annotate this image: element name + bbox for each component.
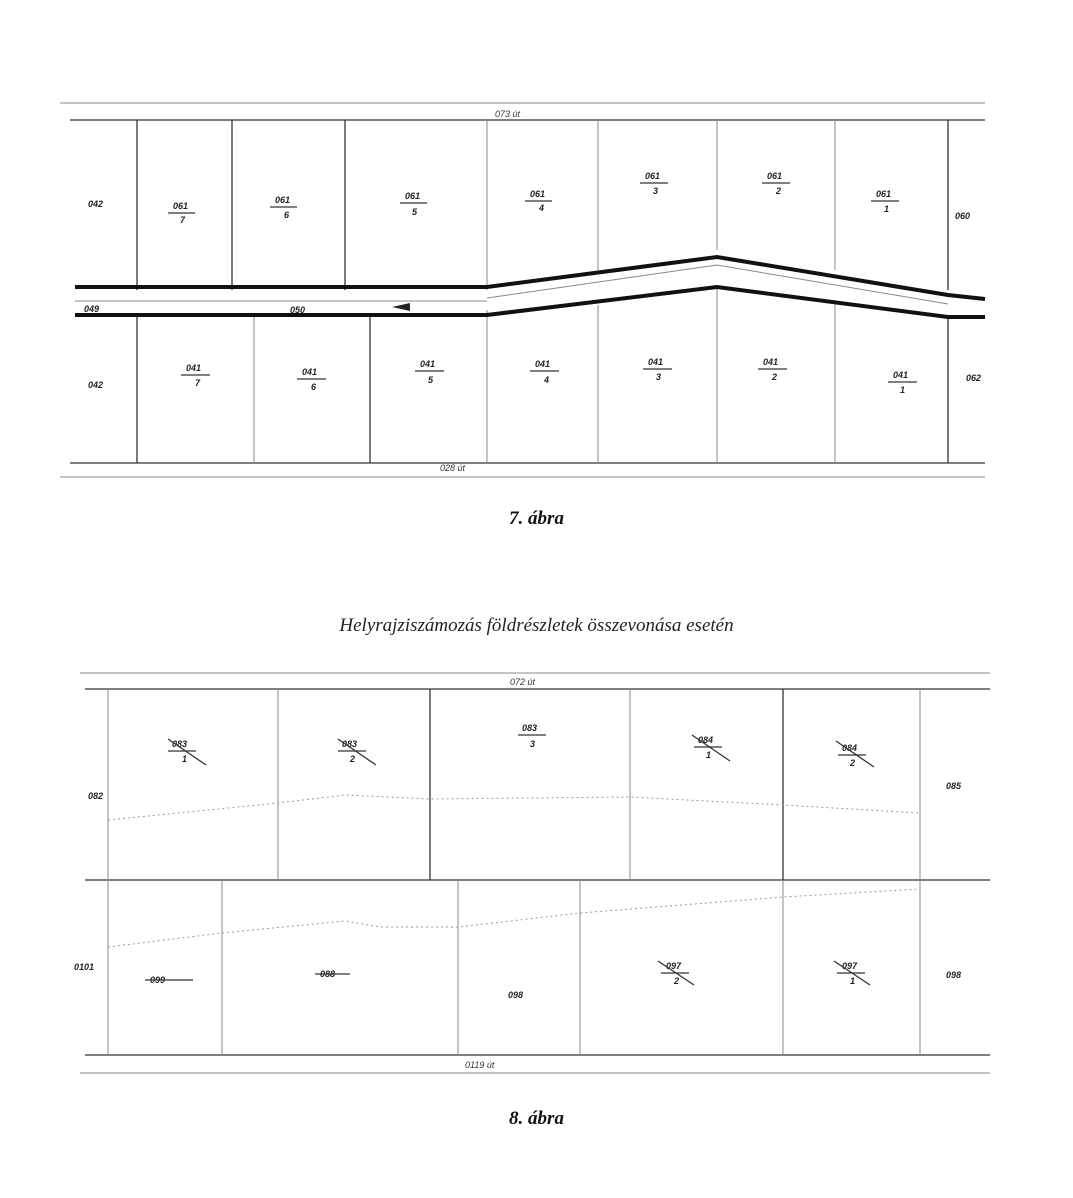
bottom-parcel [758, 357, 787, 382]
bottom-parcel [145, 975, 193, 985]
parcel-sub: 2 [674, 976, 680, 986]
parcel-sub: 1 [884, 204, 890, 214]
parcel-sub: 6 [284, 210, 290, 220]
parcel-number: 088 [320, 969, 336, 979]
top-parcel [871, 189, 899, 214]
parcel-sub: 3 [653, 186, 659, 196]
parcel-number: 084 [842, 743, 858, 753]
left-mid-label: 049 [84, 304, 100, 314]
bottom-parcel [530, 359, 559, 385]
top-parcel [692, 735, 730, 761]
bottom-parcel [834, 961, 870, 986]
parcel-number: 099 [150, 975, 166, 985]
right-bottom-label: 062 [966, 373, 982, 383]
parcel-sub: 1 [706, 750, 712, 760]
bottom-parcel [508, 990, 523, 1000]
parcel-number: 061 [530, 189, 546, 199]
top-parcel [168, 739, 206, 765]
parcel-sub: 2 [776, 186, 782, 196]
bottom-parcel [415, 359, 444, 385]
parcel-number: 097 [842, 961, 858, 971]
parcel-sub: 5 [412, 207, 418, 217]
parcel-sub: 6 [311, 382, 317, 392]
dotted-line [108, 889, 920, 947]
parcel-sub: 2 [772, 372, 778, 382]
parcel-number: 098 [508, 990, 524, 1000]
parcel-number: 061 [876, 189, 892, 199]
parcel-number: 041 [763, 357, 779, 367]
parcel-sub: 7 [180, 215, 186, 225]
arrow-icon [392, 303, 410, 311]
road-center-upper [75, 257, 985, 299]
parcel-sub: 3 [656, 372, 662, 382]
parcel-number: 097 [666, 961, 682, 971]
top-parcel [270, 195, 297, 220]
parcel-number: 084 [698, 735, 714, 745]
road-top-label: 073 út [495, 109, 521, 119]
parcel-number: 041 [535, 359, 551, 369]
top-parcel [168, 201, 195, 225]
left-bottom-label: 0101 [74, 962, 95, 972]
parcel-sub: 4 [539, 203, 545, 213]
figure-8 [0, 665, 1073, 1085]
parcel-sub: 2 [850, 758, 856, 768]
parcel-sub: 1 [900, 385, 906, 395]
left-top-label: 042 [88, 199, 104, 209]
figure-8-caption: 8. ábra [509, 1108, 564, 1129]
parcel-number: 061 [275, 195, 291, 205]
parcel-number: 083 [522, 723, 538, 733]
bottom-parcel [658, 961, 694, 986]
top-parcel [400, 191, 427, 217]
parcel-number: 061 [767, 171, 783, 181]
parcel-sub: 1 [850, 976, 856, 986]
right-bottom-label: 098 [946, 970, 962, 980]
road-bottom-label: 028 út [440, 463, 466, 473]
road-top-label: 072 út [510, 677, 536, 687]
parcel-number: 041 [186, 363, 202, 373]
parcel-sub: 4 [544, 375, 550, 385]
parcel-number: 083 [342, 739, 358, 749]
top-parcel [518, 723, 546, 749]
figure-7-drawing [0, 95, 1073, 490]
top-parcel [836, 741, 874, 768]
parcel-number: 041 [648, 357, 664, 367]
left-top-label: 082 [88, 791, 104, 801]
right-top-label: 060 [955, 211, 971, 221]
road-bottom-label: 0119 út [465, 1060, 495, 1070]
figure-8-drawing [0, 665, 1073, 1085]
bottom-parcel [643, 357, 672, 382]
bottom-parcel [181, 363, 210, 388]
top-parcel [640, 171, 668, 196]
center-road-label: 050 [290, 305, 306, 315]
bottom-parcel [888, 370, 917, 395]
parcel-number: 041 [420, 359, 436, 369]
figure-8-heading: Helyrajziszámozás földrészletek összevonása esetén [339, 615, 734, 636]
top-parcel [338, 739, 376, 765]
figure-7 [0, 95, 1073, 490]
parcel-number: 061 [405, 191, 421, 201]
parcel-sub: 7 [195, 378, 201, 388]
top-parcel [525, 189, 552, 213]
parcel-number: 061 [173, 201, 189, 211]
dotted-line [108, 795, 920, 820]
parcel-number: 041 [893, 370, 909, 380]
parcel-sub: 3 [530, 739, 536, 749]
parcel-sub: 2 [350, 754, 356, 764]
parcel-sub: 5 [428, 375, 434, 385]
parcel-sub: 1 [182, 754, 188, 764]
figure-7-caption: 7. ábra [509, 508, 564, 529]
left-bottom-label: 042 [88, 380, 104, 390]
bottom-parcel [315, 969, 350, 979]
top-parcel [762, 171, 790, 196]
parcel-number: 083 [172, 739, 188, 749]
parcel-number: 041 [302, 367, 318, 377]
parcel-number: 061 [645, 171, 661, 181]
bottom-parcel [297, 367, 326, 392]
right-top-label: 085 [946, 781, 962, 791]
